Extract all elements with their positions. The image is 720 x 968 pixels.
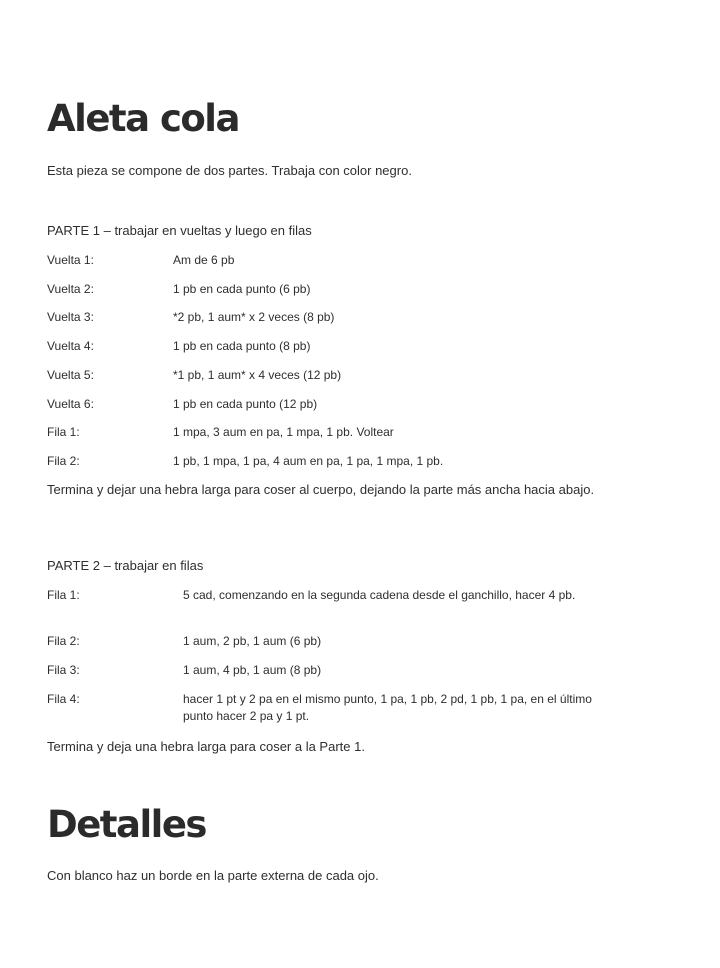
row-instruction: Am de 6 pb <box>173 253 235 267</box>
row-instruction: *2 pb, 1 aum* x 2 veces (8 pb) <box>173 310 335 324</box>
intro-text: Esta pieza se compone de dos partes. Trabaja con color negro. <box>47 163 412 178</box>
parte1-title: PARTE 1 – trabajar en vueltas y luego en filas <box>47 223 312 238</box>
row-instruction: 1 pb en cada punto (8 pb) <box>173 339 311 353</box>
row-instruction: 1 mpa, 3 aum en pa, 1 mpa, 1 pb. Voltear <box>173 425 394 439</box>
heading-aleta-cola: Aleta cola <box>47 97 239 140</box>
detalles-text: Con blanco haz un borde en la parte externa de cada ojo. <box>47 868 379 883</box>
row-instruction: 1 aum, 2 pb, 1 aum (6 pb) <box>183 634 322 648</box>
row-instruction: *1 pb, 1 aum* x 4 veces (12 pb) <box>173 368 342 382</box>
row-instruction: 5 cad, comenzando en la segunda cadena desde el ganchillo, hacer 4 pb. <box>183 588 576 602</box>
row-label: Vuelta 6: <box>47 397 94 411</box>
parte1-closing: Termina y dejar una hebra larga para coser al cuerpo, dejando la parte más ancha hacia abajo. <box>47 482 595 497</box>
row-label: Vuelta 2: <box>47 282 94 296</box>
row-label: Vuelta 5: <box>47 368 94 382</box>
row-label: Fila 3: <box>47 663 80 677</box>
row-instruction: 1 pb en cada punto (12 pb) <box>173 397 318 411</box>
parte2-closing: Termina y deja una hebra larga para coser a la Parte 1. <box>47 739 365 754</box>
row-label: Fila 4: <box>47 692 80 706</box>
parte2-title: PARTE 2 – trabajar en filas <box>47 558 204 573</box>
row-instruction: hacer 1 pt y 2 pa en el mismo punto, 1 pa, 1 pb, 2 pd, 1 pb, 1 pa, en el último punto hacer 2 pa y 1 pt. <box>183 692 592 723</box>
row-label: Fila 2: <box>47 634 80 648</box>
row-label: Fila 1: <box>47 425 80 439</box>
row-label: Vuelta 3: <box>47 310 94 324</box>
row-label: Vuelta 4: <box>47 339 94 353</box>
heading-detalles: Detalles <box>47 803 206 846</box>
row-label: Vuelta 1: <box>47 253 94 267</box>
row-instruction: 1 aum, 4 pb, 1 aum (8 pb) <box>183 663 322 677</box>
row-label: Fila 2: <box>47 454 80 468</box>
row-instruction: 1 pb en cada punto (6 pb) <box>173 282 311 296</box>
row-instruction: 1 pb, 1 mpa, 1 pa, 4 aum en pa, 1 pa, 1 mpa, 1 pb. <box>173 454 444 468</box>
row-label: Fila 1: <box>47 588 80 602</box>
